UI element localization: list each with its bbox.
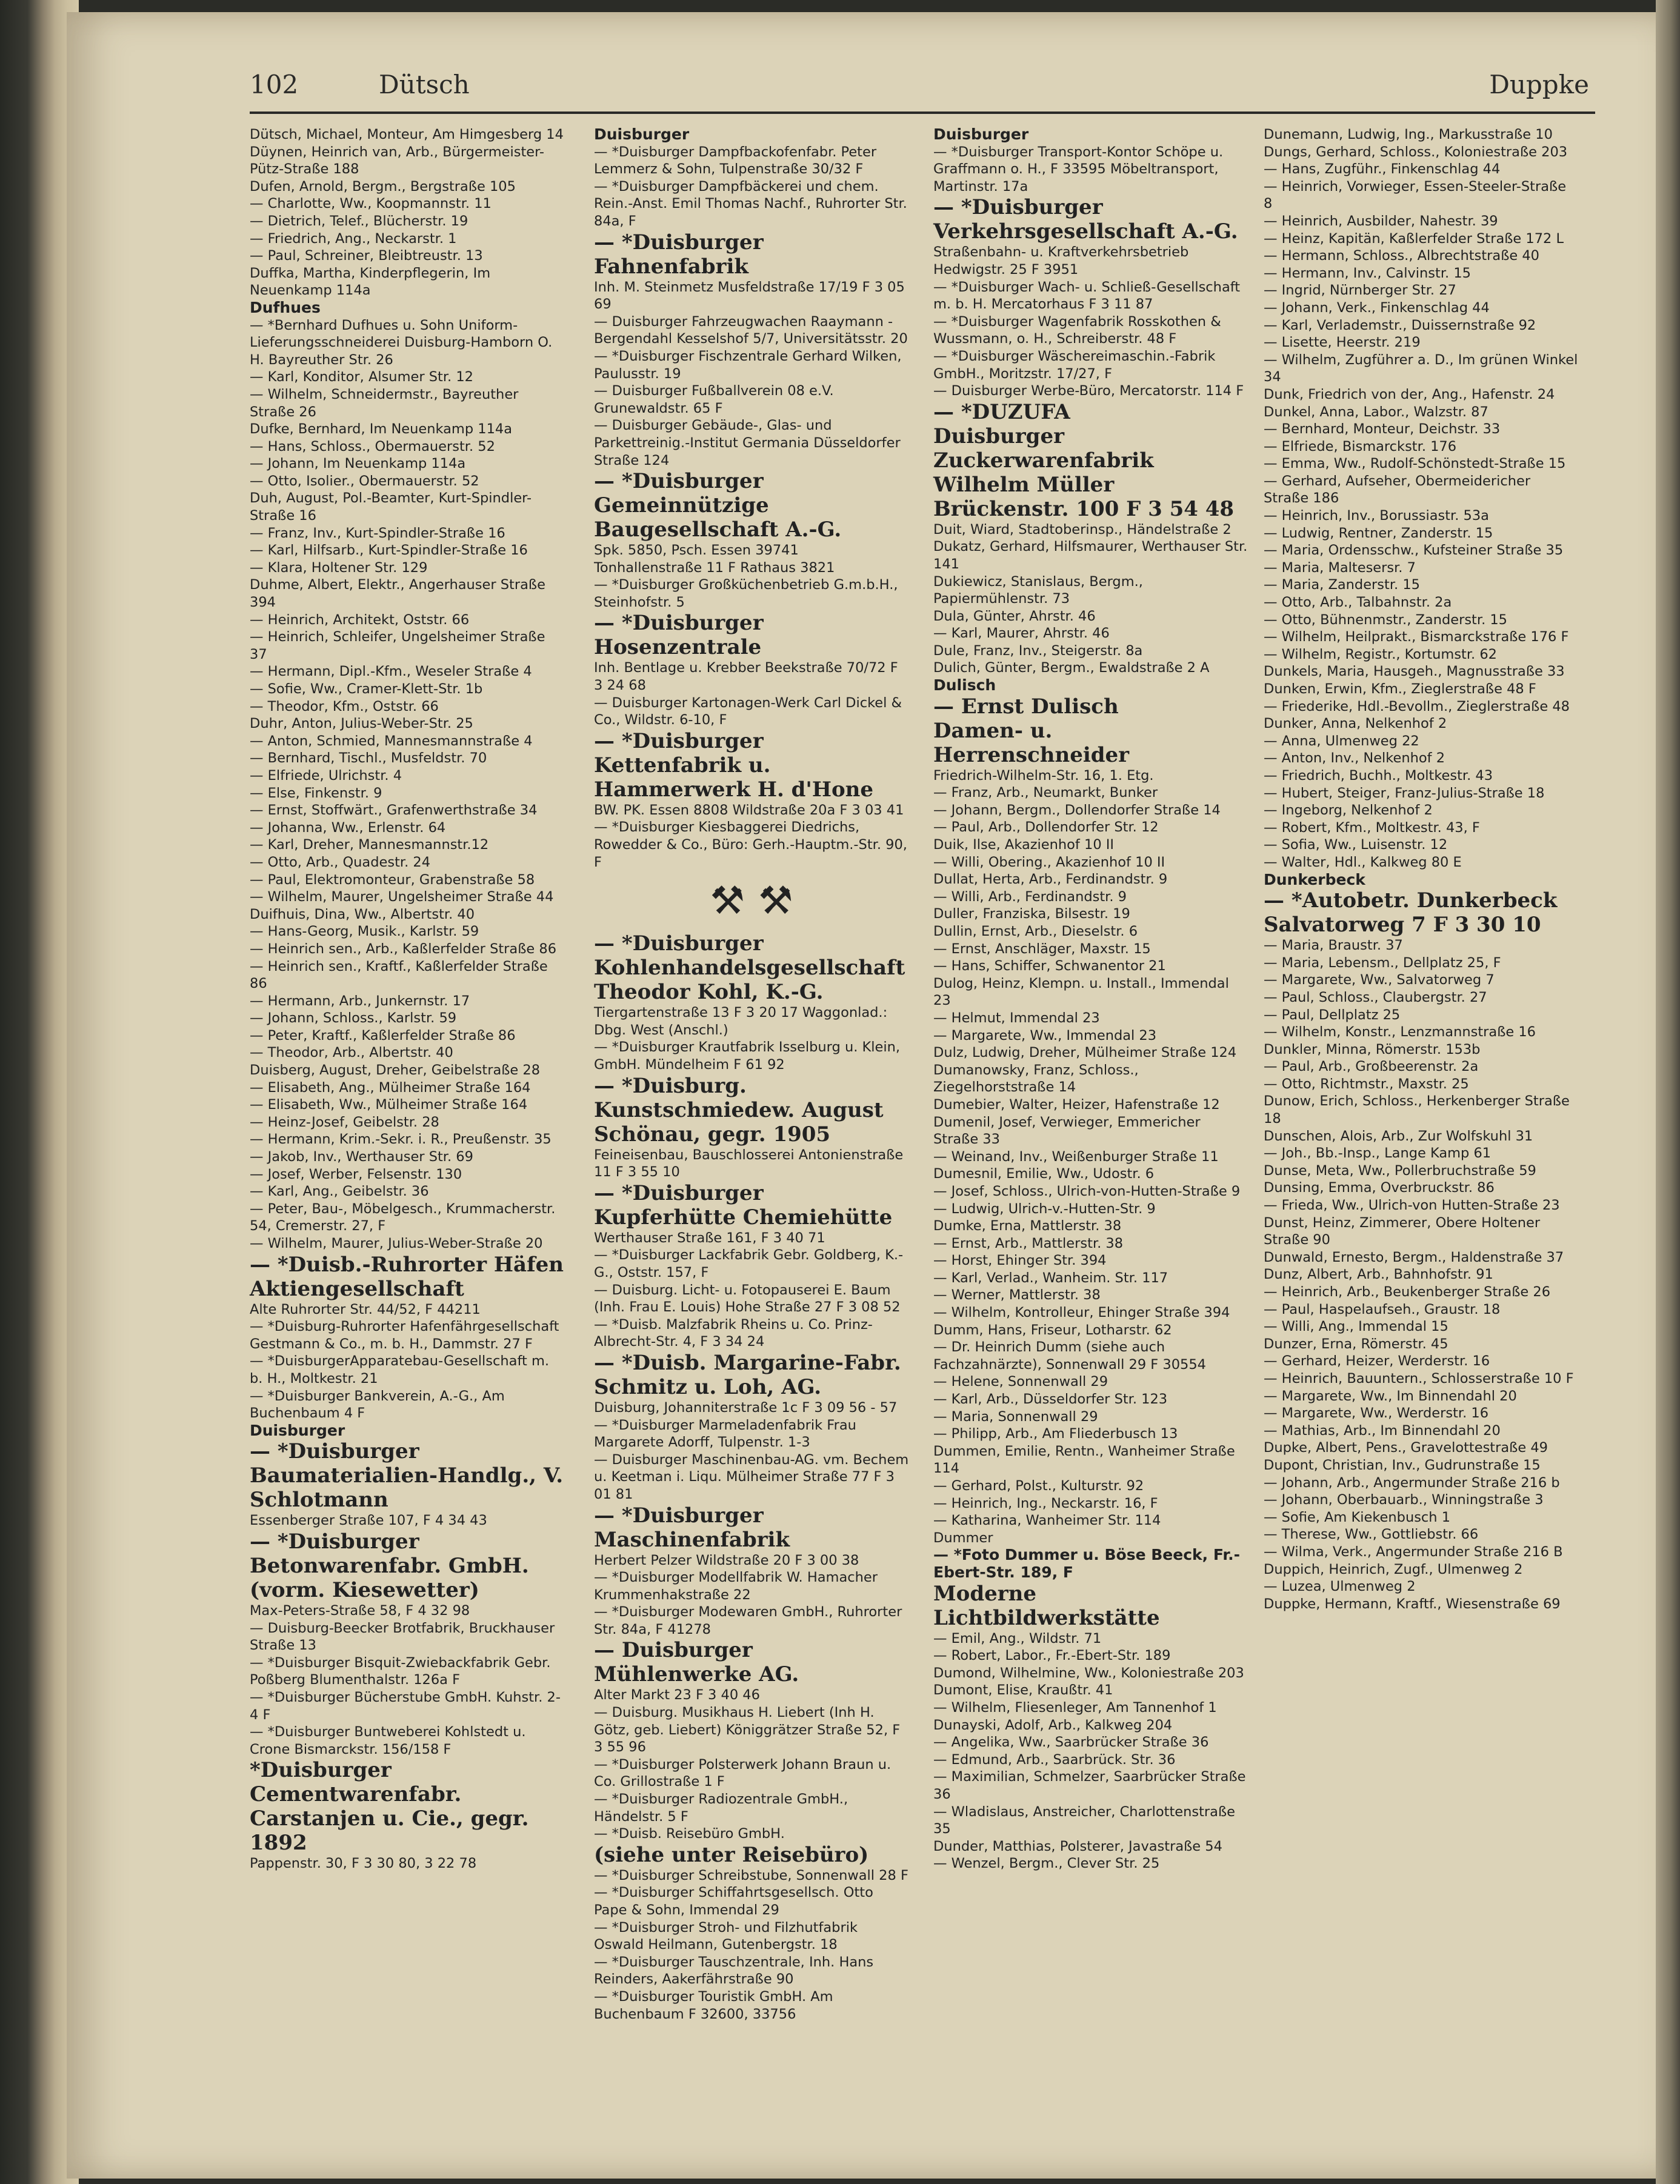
directory-entry: — Walter, Hdl., Kalkweg 80 E — [1264, 854, 1462, 870]
directory-entry: Duisberg, August, Dreher, Geibelstraße 28 — [250, 1062, 541, 1079]
directory-entry: — Luzea, Ulmenweg 2 — [1264, 1579, 1416, 1595]
directory-entry: — Hubert, Steiger, Franz-Julius-Straße 18 — [1264, 785, 1545, 801]
directory-entry: Dunkels, Maria, Hausgeh., Magnusstraße 33 — [1264, 664, 1565, 680]
directory-entry: — Paul, Arb., Großbeerenstr. 2a — [1264, 1059, 1479, 1075]
directory-entry: Dunzer, Erna, Römerstr. 45 — [1264, 1336, 1448, 1352]
directory-entry: Dullin, Ernst, Arb., Dieselstr. 6 — [933, 924, 1138, 939]
directory-entry: — Otto, Arb., Quadestr. 24 — [250, 854, 431, 870]
directory-entry: — Anton, Inv., Nelkenhof 2 — [1264, 750, 1445, 767]
directory-entry: Dukatz, Gerhard, Hilfsmaurer, Werthauser Str. 141 — [933, 539, 1248, 572]
directory-entry: Dütsch, Michael, Monteur, Am Himgesberg 14 — [250, 127, 564, 142]
directory-entry: — Karl, Arb., Düsseldorfer Str. 123 — [933, 1391, 1168, 1408]
directory-entry: — Franz, Arb., Neumarkt, Bunker — [933, 785, 1158, 801]
directory-entry: Duh, August, Pol.-Beamter, Kurt-Spindler-Straße 16 — [250, 490, 532, 524]
directory-entry: — Wilhelm, Maurer, Ungelsheimer Straße 44 — [250, 889, 554, 905]
directory-entry: — Elfriede, Bismarckstr. 176 — [1264, 438, 1457, 454]
directory-entry: — *Duisburg-Ruhrorter Hafenfährgesellschaft Gestmann & Co., m. b. H., Dammstr. 27 F — [250, 1319, 559, 1352]
directory-entry: — Margarete, Ww., Im Binnendahl 20 — [1264, 1388, 1517, 1404]
directory-entry: Duisburger — [933, 125, 1029, 143]
directory-entry: — *Autobetr. Dunkerbeck — [1264, 888, 1558, 913]
directory-entry: — *Duisburger Radiozentrale GmbH., Händelstr. 5 F — [594, 1791, 848, 1825]
directory-entry: Duppich, Heinrich, Zugf., Ulmenweg 2 — [1264, 1561, 1523, 1577]
directory-entry: Dumesnil, Emilie, Ww., Udostr. 6 — [933, 1166, 1155, 1182]
directory-entry: Damen- u. Herrenschneider — [933, 718, 1130, 767]
directory-entry: — Duisburger Fahrzeugwachen Raaymann - Bergendahl Kesselshof 5/7, Universitätsstr. 20 — [594, 313, 908, 347]
directory-entry: — Wilhelm, Kontrolleur, Ehinger Straße 394 — [933, 1305, 1230, 1321]
directory-entry: — Heinz, Kapitän, Kaßlerfelder Straße 172 L — [1264, 230, 1564, 247]
directory-entry: — Hermann, Krim.-Sekr. i. R., Preußenstr. 35 — [250, 1131, 552, 1148]
directory-entry: — Otto, Bühnenmstr., Zanderstr. 15 — [1264, 611, 1508, 628]
directory-entry: — Johann, Arb., Angermunder Straße 216 b — [1264, 1474, 1560, 1491]
directory-entry: — *Duisburger Gemeinnützige Baugesellschaft A.-G. — [594, 469, 842, 542]
column-1 — [250, 126, 565, 1873]
directory-entry: Dupke, Albert, Pens., Gravelottestraße 49 — [1264, 1440, 1548, 1456]
directory-entry: Dunst, Heinz, Zimmerer, Obere Holtener Straße 90 — [1264, 1214, 1541, 1248]
directory-entry: — Ingrid, Nürnberger Str. 27 — [1264, 282, 1456, 299]
directory-entry: — *Duisburger Polsterwerk Johann Braun u. Co. Grillostraße 1 F — [594, 1756, 892, 1790]
directory-entry: — *Duisburger Schiffahrtsgesellsch. Otto Pape & Sohn, Immendal 29 — [594, 1885, 873, 1918]
directory-entry: — Wilma, Verk., Angermunder Straße 216 B — [1264, 1543, 1563, 1560]
directory-entry: Dungs, Gerhard, Schloss., Koloniestraße 203 — [1264, 144, 1568, 160]
directory-entry: — Hans, Schloss., Obermauerstr. 52 — [250, 438, 495, 454]
directory-entry: Salvatorweg 7 F 3 30 10 — [1264, 913, 1541, 937]
directory-entry: — *Duisburger Verkehrsgesellschaft A.-G. — [933, 195, 1238, 244]
directory-entry: — Karl, Maurer, Ahrstr. 46 — [933, 625, 1110, 642]
directory-entry: — Peter, Bau-, Möbelgesch., Krummacherstr. 54, Cremerstr. 27, F — [250, 1200, 556, 1234]
column-4 — [1264, 126, 1579, 1613]
directory-entry: — *Duisburger Modellfabrik W. Hamacher Krummenhakstraße 22 — [594, 1570, 878, 1603]
directory-entry: — Maria, Zanderstr. 15 — [1264, 577, 1420, 593]
directory-entry: — Paul, Arb., Dollendorfer Str. 12 — [933, 819, 1159, 836]
directory-entry: Tiergartenstraße 13 F 3 20 17 Waggonlad.: Dbg. West (Anschl.) — [594, 1005, 888, 1038]
directory-entry: — Gerhard, Heizer, Werderstr. 16 — [1264, 1353, 1490, 1370]
running-head — [250, 70, 1589, 112]
directory-entry: Duik, Ilse, Akazienhof 10 II — [933, 837, 1115, 853]
directory-entry: — Maria, Sonnenwall 29 — [933, 1408, 1098, 1425]
directory-entry: Inh. M. Steinmetz Musfeldstraße 17/19 F 3 05 69 — [594, 279, 905, 313]
directory-entry: — Anton, Schmied, Mannesmannstraße 4 — [250, 733, 533, 749]
directory-entry: — Katharina, Wanheimer Str. 114 — [933, 1513, 1161, 1529]
directory-entry: Dumebier, Walter, Heizer, Hafenstraße 12 — [933, 1096, 1220, 1113]
directory-entry: — *Duisburger Kiesbaggerei Diedrichs, Rowedder & Co., Büro: Gerh.-Hauptm.-Str. 90, F — [594, 819, 907, 870]
directory-entry: Dulich, Günter, Bergm., Ewaldstraße 2 A — [933, 660, 1210, 676]
directory-entry: — Maximilian, Schmelzer, Saarbrücker Straße 36 — [933, 1769, 1246, 1802]
directory-entry: — *Duisburger Buntweberei Kohlstedt u. Crone Bismarckstr. 156/158 F — [250, 1724, 526, 1757]
directory-entry: Dufhues — [250, 298, 321, 316]
directory-entry: — Maria, Lebensm., Dellplatz 25, F — [1264, 954, 1501, 971]
directory-entry: — Wilhelm, Heilprakt., Bismarckstraße 176 F — [1264, 629, 1569, 645]
directory-entry: — Theodor, Kfm., Oststr. 66 — [250, 698, 439, 714]
directory-entry: — Heinrich, Architekt, Oststr. 66 — [250, 611, 470, 628]
directory-entry: — Heinrich, Ausbilder, Nahestr. 39 — [1264, 213, 1498, 229]
directory-entry: Dunwald, Ernesto, Bergm., Haldenstraße 37 — [1264, 1249, 1564, 1265]
directory-entry: — Heinrich, Bauuntern., Schlosserstraße 10 F — [1264, 1370, 1574, 1387]
directory-entry: Dunkerbeck — [1264, 870, 1365, 888]
directory-entry: — *Duisburger Kettenfabrik u. Hammerwerk H. d'Hone — [594, 728, 873, 802]
directory-entry: — *Duisburger Kohlenhandelsgesellschaft — [594, 931, 905, 980]
directory-entry: ⚒ ⚒ — [710, 879, 793, 924]
directory-entry: — Johanna, Ww., Erlenstr. 64 — [250, 819, 446, 836]
directory-entry: — Karl, Hilfsarb., Kurt-Spindler-Straße 16 — [250, 542, 528, 559]
directory-entry: Dupont, Christian, Inv., Gudrunstraße 15 — [1264, 1457, 1541, 1473]
directory-entry: — *Duisburger Transport-Kontor Schöpe u. Graffmann o. H., F 33595 Möbeltransport, Martinstr. 17a — [933, 144, 1224, 195]
directory-entry: — Margarete, Ww., Salvatorweg 7 — [1264, 972, 1495, 988]
directory-entry: Dulz, Ludwig, Dreher, Mülheimer Straße 124 — [933, 1045, 1237, 1061]
directory-entry: — Heinz-Josef, Geibelstr. 28 — [250, 1114, 439, 1130]
directory-entry: — *Duisburger Touristik GmbH. Am Buchenbaum F 32600, 33756 — [594, 1988, 833, 2022]
directory-entry: Straßenbahn- u. Kraftverkehrsbetrieb Hedwigstr. 25 F 3951 — [933, 244, 1189, 278]
directory-entry: — Paul, Schreiner, Bleibtreustr. 13 — [250, 248, 483, 264]
directory-entry: — Hans, Zugführ., Finkenschlag 44 — [1264, 161, 1501, 178]
directory-entry: Dumke, Erna, Mattlerstr. 38 — [933, 1218, 1122, 1234]
directory-entry: — Willi, Arb., Ferdinandstr. 9 — [933, 888, 1127, 905]
directory-entry: — Johann, Im Neuenkamp 114a — [250, 456, 466, 472]
directory-entry: — Maria, Braustr. 37 — [1264, 937, 1403, 954]
directory-entry: Dunkel, Anna, Labor., Walzstr. 87 — [1264, 404, 1488, 420]
directory-entry: Duisburger Zuckerwarenfabrik Wilhelm Müller — [933, 424, 1154, 497]
directory-entry: — Otto, Arb., Talbahnstr. 2a — [1264, 594, 1452, 611]
directory-entry: — Wilhelm, Fliesenleger, Am Tannenhof 1 — [933, 1699, 1217, 1716]
directory-entry: Duppke, Hermann, Kraftf., Wiesenstraße 69 — [1264, 1596, 1561, 1612]
directory-entry: Dunsing, Emma, Overbruckstr. 86 — [1264, 1180, 1495, 1196]
directory-entry: — Duisburg. Musikhaus H. Liebert (Inh H. Götz, geb. Liebert) Königgrätzer Straße 52, F 3 55 96 — [594, 1705, 901, 1756]
directory-entry: — *Duisburger Baumaterialien-Handlg., V. Schlotmann — [250, 1439, 564, 1513]
directory-entry: — *Duisb.-Ruhrorter Häfen Aktiengesellschaft — [250, 1252, 564, 1301]
directory-entry: — Margarete, Ww., Immendal 23 — [933, 1027, 1157, 1044]
directory-entry: — Wilhelm, Schneidermstr., Bayreuther Straße 26 — [250, 386, 519, 420]
directory-entry: — Karl, Dreher, Mannesmannstr.12 — [250, 837, 489, 853]
directory-entry: — Werner, Mattlerstr. 38 — [933, 1287, 1101, 1303]
directory-entry: Duller, Franziska, Bilsestr. 19 — [933, 906, 1130, 922]
directory-entry: Inh. Bentlage u. Krebber Beekstraße 70/72 F 3 24 68 — [594, 660, 898, 694]
directory-entry: — Heinrich sen., Kraftf., Kaßlerfelder Straße 86 — [250, 958, 548, 992]
directory-entry: — Paul, Haspelaufseh., Graustr. 18 — [1264, 1301, 1501, 1317]
directory-entry: — *Duisburger Hosenzentrale — [594, 611, 764, 660]
directory-entry: Dunow, Erich, Schloss., Herkenberger Straße 18 — [1264, 1093, 1570, 1127]
directory-entry: *Duisburger Cementwarenfabr. Carstanjen u. Cie., gegr. 1892 — [250, 1758, 529, 1856]
directory-entry: — Johann, Schloss., Karlstr. 59 — [250, 1010, 457, 1027]
directory-entry: — Willi, Obering., Akazienhof 10 II — [933, 854, 1165, 870]
directory-entry: Theodor Kohl, K.-G. — [594, 980, 824, 1005]
directory-entry: — Maria, Maltesersr. 7 — [1264, 559, 1416, 576]
directory-entry: Dukiewicz, Stanislaus, Bergm., Papiermühlenstr. 73 — [933, 573, 1143, 607]
directory-entry: Dunkler, Minna, Römerstr. 153b — [1264, 1041, 1481, 1057]
directory-entry: Feineisenbau, Bauschlosserei Antonienstraße 11 F 3 55 10 — [594, 1147, 904, 1180]
directory-entry: (siehe unter Reisebüro) — [594, 1842, 869, 1867]
directory-entry: Dumond, Wilhelmine, Ww., Koloniestraße 203 — [933, 1665, 1244, 1681]
directory-entry: — Ingeborg, Nelkenhof 2 — [1264, 802, 1433, 819]
directory-entry: — *Foto Dummer u. Böse Beeck, Fr.-Ebert-Str. 189, F — [933, 1546, 1240, 1581]
directory-entry: Essenberger Straße 107, F 4 34 43 — [250, 1513, 487, 1529]
directory-entry: — *Duisburger Lackfabrik Gebr. Goldberg, K.-G., Oststr. 157, F — [594, 1247, 904, 1280]
directory-entry: — *Duisburger Dampfbackofenfabr. Peter Lemmerz & Sohn, Tulpenstraße 30/32 F — [594, 144, 877, 178]
directory-entry: — Hermann, Inv., Calvinstr. 15 — [1264, 265, 1471, 281]
directory-entry: — Friedrich, Buchh., Moltkestr. 43 — [1264, 767, 1493, 784]
directory-entry: Dulisch — [933, 676, 996, 694]
directory-entry: — Duisburg. Licht- u. Fotopauserei E. Baum (Inh. Frau E. Louis) Hohe Straße 27 F 3 08 52 — [594, 1282, 901, 1316]
directory-entry: — Ernst, Arb., Mattlerstr. 38 — [933, 1235, 1124, 1251]
directory-entry: Pappenstr. 30, F 3 30 80, 3 22 78 — [250, 1856, 477, 1872]
directory-entry: — Anna, Ulmenweg 22 — [1264, 733, 1419, 749]
directory-entry: — Ludwig, Rentner, Zanderstr. 15 — [1264, 525, 1493, 541]
directory-entry: — Heinrich, Ing., Neckarstr. 16, F — [933, 1495, 1158, 1511]
directory-entry: Dunken, Erwin, Kfm., Zieglerstraße 48 F — [1264, 681, 1536, 697]
directory-entry: Dumont, Elise, Kraußtr. 41 — [933, 1682, 1113, 1699]
directory-entry: Werthauser Straße 161, F 3 40 71 — [594, 1230, 825, 1246]
directory-entry: — Wilhelm, Registr., Kortumstr. 62 — [1264, 646, 1497, 662]
directory-entry: — Wenzel, Bergm., Clever Str. 25 — [933, 1856, 1160, 1872]
directory-entry: — Ernst Dulisch — [933, 694, 1119, 719]
directory-entry: — Maria, Ordensschw., Kufsteiner Straße 35 — [1264, 542, 1564, 559]
directory-entry: — *Duisburger Wagenfabrik Rosskothen & Wussmann, o. H., Schreiberstr. 48 F — [933, 313, 1221, 347]
directory-entry: — Robert, Kfm., Moltkestr. 43, F — [1264, 819, 1480, 836]
directory-entry: Moderne Lichtbildwerkstätte — [933, 1581, 1160, 1630]
page-edge — [1656, 0, 1680, 2184]
directory-entry: — Johann, Verk., Finkenschlag 44 — [1264, 299, 1490, 316]
directory-entry: — Angelika, Ww., Saarbrücker Straße 36 — [933, 1734, 1209, 1751]
directory-entry: — Karl, Ang., Geibelstr. 36 — [250, 1184, 429, 1200]
directory-entry: — *Duisburger Bücherstube GmbH. Kuhstr. 2-4 F — [250, 1689, 561, 1723]
directory-entry: — Dr. Heinrich Dumm (siehe auch Fachzahnärzte), Sonnenwall 29 F 30554 — [933, 1339, 1206, 1373]
directory-entry: — Sofia, Ww., Luisenstr. 12 — [1264, 837, 1448, 853]
directory-entry: Duhme, Albert, Elektr., Angerhauser Straße 394 — [250, 577, 545, 611]
directory-entry: Duisburg, Johanniterstraße 1c F 3 09 56 - 57 — [594, 1399, 898, 1416]
directory-entry: Duit, Wiard, Stadtoberinsp., Händelstraße 2 — [933, 521, 1232, 538]
directory-entry: — Elfriede, Ulrichstr. 4 — [250, 767, 402, 784]
directory-entry: — Karl, Verlademstr., Duissernstraße 92 — [1264, 317, 1536, 333]
directory-entry: Dunz, Albert, Arb., Bahnhofstr. 91 — [1264, 1267, 1493, 1283]
directory-entry: — *Duisburg. Kunstschmiedew. August Schönau, gegr. 1905 — [594, 1073, 884, 1147]
directory-entry: — Charlotte, Ww., Koopmannstr. 11 — [250, 196, 492, 212]
directory-entry: — Hans, Schiffer, Schwanentor 21 — [933, 958, 1166, 974]
directory-entry: Dula, Günter, Ahrstr. 46 — [933, 608, 1096, 624]
column-3 — [933, 126, 1248, 1873]
directory-entry: — Ludwig, Ulrich-v.-Hutten-Str. 9 — [933, 1200, 1156, 1217]
directory-entry: — Margarete, Ww., Werderstr. 16 — [1264, 1405, 1489, 1422]
directory-entry: — Friedrich, Ang., Neckarstr. 1 — [250, 230, 457, 247]
directory-entry: Dunder, Matthias, Polsterer, Javastraße 54 — [933, 1838, 1222, 1854]
directory-entry: Duhr, Anton, Julius-Weber-Str. 25 — [250, 716, 473, 732]
directory-entry: — *Duisburger Maschinenfabrik — [594, 1503, 790, 1552]
directory-entry: — Wilhelm, Konstr., Lenzmannstraße 16 — [1264, 1024, 1536, 1040]
directory-entry: — Bernhard, Monteur, Deichstr. 33 — [1264, 421, 1501, 438]
directory-entry: — Duisburger Fußballverein 08 e.V. Grunewaldstr. 65 F — [594, 383, 834, 416]
directory-entry: — Johann, Bergm., Dollendorfer Straße 14 — [933, 802, 1221, 818]
directory-entry: — Paul, Elektromonteur, Grabenstraße 58 — [250, 871, 535, 888]
directory-entry: — Bernhard, Tischl., Musfeldstr. 70 — [250, 750, 487, 767]
directory-entry: — Helene, Sonnenwall 29 — [933, 1374, 1108, 1390]
directory-entry: — Dietrich, Telef., Blücherstr. 19 — [250, 213, 468, 229]
directory-entry: — Mathias, Arb., Im Binnendahl 20 — [1264, 1422, 1501, 1439]
directory-entry: — *Bernhard Dufhues u. Sohn Uniform-Lieferungsschneiderei Duisburg-Hamborn O. H. Bayreuther Str. 26 — [250, 317, 553, 368]
directory-entry: Dullat, Herta, Arb., Ferdinandstr. 9 — [933, 871, 1168, 888]
directory-entry: Spk. 5850, Psch. Essen 39741 Tonhallenstraße 11 F Rathaus 3821 — [594, 542, 835, 576]
directory-entry: — Else, Finkenstr. 9 — [250, 785, 382, 801]
directory-entry: — Wladislaus, Anstreicher, Charlottenstraße 35 — [933, 1803, 1235, 1837]
directory-entry: Dunemann, Ludwig, Ing., Markusstraße 10 — [1264, 127, 1553, 142]
directory-entry: — Sofie, Am Kiekenbusch 1 — [1264, 1509, 1451, 1525]
directory-entry: — Ernst, Anschläger, Maxstr. 15 — [933, 941, 1151, 957]
directory-entry: Herbert Pelzer Wildstraße 20 F 3 00 38 — [594, 1552, 859, 1568]
directory-entry: — *Duisb. Reisebüro GmbH. — [594, 1826, 785, 1842]
directory-entry: — *DuisburgerApparatebau-Gesellschaft m. b. H., Moltkestr. 21 — [250, 1353, 550, 1387]
directory-entry: — Horst, Ehinger Str. 394 — [933, 1253, 1107, 1269]
directory-entry: Dunse, Meta, Ww., Pollerbruchstraße 59 — [1264, 1162, 1536, 1179]
directory-entry: — *Duisburger Krautfabrik Isselburg u. Klein, GmbH. Mündelheim F 61 92 — [594, 1039, 901, 1073]
directory-entry: — Duisburger Werbe-Büro, Mercatorstr. 114 F — [933, 383, 1244, 399]
directory-entry: Duifhuis, Dina, Ww., Albertstr. 40 — [250, 906, 475, 922]
directory-entry: — Karl, Konditor, Alsumer Str. 12 — [250, 369, 473, 385]
directory-entry: — Frieda, Ww., Ulrich-von Hutten-Straße 23 — [1264, 1197, 1560, 1214]
column-2 — [594, 126, 909, 2023]
directory-entry: — Robert, Labor., Fr.-Ebert-Str. 189 — [933, 1648, 1171, 1664]
directory-entry: BW. PK. Essen 8808 Wildstraße 20a F 3 03 41 — [594, 802, 904, 818]
directory-entry: — Theodor, Arb., Albertstr. 40 — [250, 1045, 453, 1061]
directory-entry: — Gerhard, Polst., Kulturstr. 92 — [933, 1478, 1144, 1494]
directory-entry: — *Duisburger Wach- u. Schließ-Gesellschaft m. b. H. Mercatorhaus F 3 11 87 — [933, 279, 1241, 313]
directory-entry: — Gerhard, Aufseher, Obermeidericher Straße 186 — [1264, 473, 1531, 507]
running-head-right: Duppke — [1489, 70, 1589, 99]
directory-entry: — Hermann, Schloss., Albrechtstraße 40 — [1264, 248, 1539, 264]
directory-entry: — Hermann, Arb., Junkernstr. 17 — [250, 993, 470, 1009]
directory-entry: — Duisburger Mühlenwerke AG. — [594, 1638, 799, 1687]
directory-entry: — Sofie, Ww., Cramer-Klett-Str. 1b — [250, 681, 483, 697]
directory-entry: Duisburger — [250, 1421, 345, 1439]
directory-entry: Duisburger — [594, 125, 690, 143]
directory-entry: — *Duisburger Betonwarenfabr. GmbH. (vorm. Kiesewetter) — [250, 1529, 529, 1602]
directory-entry: — *DUZUFA — [933, 399, 1070, 424]
directory-entry: Dumenil, Josef, Verwieger, Emmericher Straße 33 — [933, 1114, 1201, 1148]
directory-entry: — Josef, Schloss., Ulrich-von-Hutten-Straße 9 — [933, 1183, 1241, 1199]
directory-entry: — Friederike, Hdl.-Bevollm., Zieglerstraße 48 — [1264, 698, 1570, 714]
directory-entry: Dummer — [933, 1530, 993, 1546]
directory-entry: — Heinrich, Arb., Beukenberger Straße 26 — [1264, 1284, 1551, 1300]
directory-entry: — *Duisburger Modewaren GmbH., Ruhrorter Str. 84a, F 41278 — [594, 1604, 902, 1637]
directory-entry: — *Duisburger Kupferhütte Chemiehütte — [594, 1180, 893, 1230]
directory-entry: — Wilhelm, Zugführer a. D., Im grünen Winkel 34 — [1264, 351, 1578, 385]
directory-entry: — *Duisburger Marmeladenfabrik Frau Margarete Adorff, Tulpenstr. 1-3 — [594, 1417, 856, 1451]
directory-entry: — Duisburger Kartonagen-Werk Carl Dickel & Co., Wildstr. 6-10, F — [594, 694, 902, 728]
directory-entry: — *Duisburger Bankverein, A.-G., Am Buchenbaum 4 F — [250, 1388, 505, 1422]
directory-entry: — *Duisburger Großküchenbetrieb G.m.b.H., Steinhofstr. 5 — [594, 577, 898, 610]
directory-entry: Dufen, Arnold, Bergm., Bergstraße 105 — [250, 178, 516, 195]
directory-entry: — Duisburg-Beecker Brotfabrik, Bruckhauser Straße 13 — [250, 1620, 555, 1654]
directory-entry: Brückenstr. 100 F 3 54 48 — [933, 496, 1235, 521]
directory-entry: — Helmut, Immendal 23 — [933, 1010, 1100, 1026]
directory-entry: — *Duisb. Margarine-Fabr. Schmitz u. Loh, AG. — [594, 1350, 901, 1399]
directory-entry: — *Duisb. Malzfabrik Rheins u. Co. Prinz-Albrecht-Str. 4, F 3 34 24 — [594, 1316, 873, 1350]
directory-entry: Dulog, Heinz, Klempn. u. Install., Immendal 23 — [933, 975, 1229, 1009]
directory-entry: Duffka, Martha, Kinderpflegerin, Im Neuenkamp 114a — [250, 265, 491, 299]
directory-entry: Düynen, Heinrich van, Arb., Bürgermeister-Pütz-Straße 188 — [250, 144, 545, 178]
directory-entry: — *Duisburger Tauschzentrale, Inh. Hans Reinders, Aakerfährstraße 90 — [594, 1954, 874, 1988]
directory-entry: — *Duisburger Fahnenfabrik — [594, 230, 764, 279]
directory-entry: — *Duisburger Bisquit-Zwiebackfabrik Gebr. Poßberg Blumenthalstr. 126a F — [250, 1654, 551, 1688]
directory-entry: — *Duisburger Schreibstube, Sonnenwall 28 F — [594, 1867, 908, 1883]
directory-entry: — Heinrich sen., Arb., Kaßlerfelder Straße 86 — [250, 941, 557, 957]
directory-entry: — Therese, Ww., Gottliebstr. 66 — [1264, 1526, 1479, 1543]
directory-entry: — Emil, Ang., Wildstr. 71 — [933, 1630, 1102, 1646]
directory-entry: — Hermann, Dipl.-Kfm., Weseler Straße 4 — [250, 664, 532, 680]
directory-entry: — *Duisburger Fischzentrale Gerhard Wilken, Paulusstr. 19 — [594, 348, 902, 382]
directory-entry: Dummen, Emilie, Rentn., Wanheimer Straße 114 — [933, 1443, 1235, 1477]
running-head-left: Dütsch — [379, 70, 470, 99]
directory-entry: — Wilhelm, Maurer, Julius-Weber-Straße 20 — [250, 1236, 543, 1251]
directory-entry: Dunker, Anna, Nelkenhof 2 — [1264, 716, 1447, 732]
directory-entry: Dumanowsky, Franz, Schloss., Ziegelhorststraße 14 — [933, 1062, 1139, 1096]
directory-entry: — Johann, Oberbauarb., Winningstraße 3 — [1264, 1492, 1544, 1508]
header-rule — [250, 112, 1595, 114]
directory-entry: — Elisabeth, Ww., Mülheimer Straße 164 — [250, 1097, 528, 1113]
directory-entry: — Paul, Schloss., Claubergstr. 27 — [1264, 989, 1487, 1005]
directory-entry: — Karl, Verlad., Wanheim. Str. 117 — [933, 1270, 1168, 1286]
directory-entry: Alte Ruhrorter Str. 44/52, F 44211 — [250, 1301, 481, 1317]
directory-entry: Dunschen, Alois, Arb., Zur Wolfskuhl 31 — [1264, 1128, 1533, 1144]
directory-entry: — Edmund, Arb., Saarbrück. Str. 36 — [933, 1751, 1176, 1768]
directory-entry: — Heinrich, Inv., Borussiastr. 53a — [1264, 508, 1489, 524]
directory-entry: — Paul, Dellplatz 25 — [1264, 1007, 1401, 1023]
page-number: 102 — [250, 70, 299, 99]
directory-entry: — *Duisburger Wäschereimaschin.-Fabrik GmbH., Moritzstr. 17/27, F — [933, 348, 1216, 382]
directory-entry: — Duisburger Gebäude-, Glas- und Parkettreinig.-Institut Germania Düsseldorfer Straße 124 — [594, 418, 901, 468]
directory-entry: — Emma, Ww., Rudolf-Schönstedt-Straße 15 — [1264, 456, 1566, 472]
directory-entry: — Lisette, Heerstr. 219 — [1264, 335, 1421, 351]
directory-entry: Friedrich-Wilhelm-Str. 16, 1. Etg. — [933, 767, 1154, 784]
directory-entry: Dufke, Bernhard, Im Neuenkamp 114a — [250, 421, 513, 438]
directory-entry: — Heinrich, Schleifer, Ungelsheimer Straße 37 — [250, 629, 545, 662]
directory-entry: — Weinand, Inv., Weißenburger Straße 11 — [933, 1148, 1219, 1165]
directory-entry: — Klara, Holtener Str. 129 — [250, 559, 428, 576]
directory-entry: Alter Markt 23 F 3 40 46 — [594, 1687, 760, 1703]
directory-entry: — *Duisburger Dampfbäckerei und chem. Rein.-Anst. Emil Thomas Nachf., Ruhrorter Str. 84a, F — [594, 178, 907, 229]
directory-entry: — Otto, Isolier., Obermauerstr. 52 — [250, 473, 479, 489]
directory-entry: Dunayski, Adolf, Arb., Kalkweg 204 — [933, 1717, 1173, 1733]
directory-entry: — Elisabeth, Ang., Mülheimer Straße 164 — [250, 1079, 531, 1096]
directory-entry: — Willi, Ang., Immendal 15 — [1264, 1319, 1448, 1335]
directory-entry: — *Duisburger Stroh- und Filzhutfabrik Oswald Heilmann, Gutenbergstr. 18 — [594, 1919, 858, 1953]
directory-entry: Max-Peters-Straße 58, F 4 32 98 — [250, 1602, 470, 1619]
directory-entry: — Ernst, Stoffwärt., Grafenwerthstraße 34 — [250, 802, 538, 819]
directory-entry: — Josef, Werber, Felsenstr. 130 — [250, 1166, 462, 1182]
directory-entry: — Hans-Georg, Musik., Karlstr. 59 — [250, 924, 479, 940]
directory-entry: — Philipp, Arb., Am Fliederbusch 13 — [933, 1426, 1178, 1442]
directory-entry: — Peter, Kraftf., Kaßlerfelder Straße 86 — [250, 1027, 516, 1044]
directory-entry: Dunk, Friedrich von der, Ang., Hafenstr. 24 — [1264, 386, 1555, 402]
directory-entry: — Heinrich, Vorwieger, Essen-Steeler-Straße 8 — [1264, 178, 1567, 212]
directory-entry: Dule, Franz, Inv., Steigerstr. 8a — [933, 642, 1143, 659]
directory-entry: Dumm, Hans, Friseur, Lotharstr. 62 — [933, 1322, 1172, 1338]
directory-entry: — Otto, Richtmstr., Maxstr. 25 — [1264, 1076, 1469, 1092]
directory-entry: — Joh., Bb.-Insp., Lange Kamp 61 — [1264, 1145, 1492, 1162]
directory-entry: — Jakob, Inv., Werthauser Str. 69 — [250, 1149, 473, 1165]
directory-entry: — Franz, Inv., Kurt-Spindler-Straße 16 — [250, 525, 505, 541]
directory-entry: — Duisburger Maschinenbau-AG. vm. Bechem u. Keetman i. Liqu. Mülheimer Straße 77 F 3 01 81 — [594, 1451, 909, 1502]
